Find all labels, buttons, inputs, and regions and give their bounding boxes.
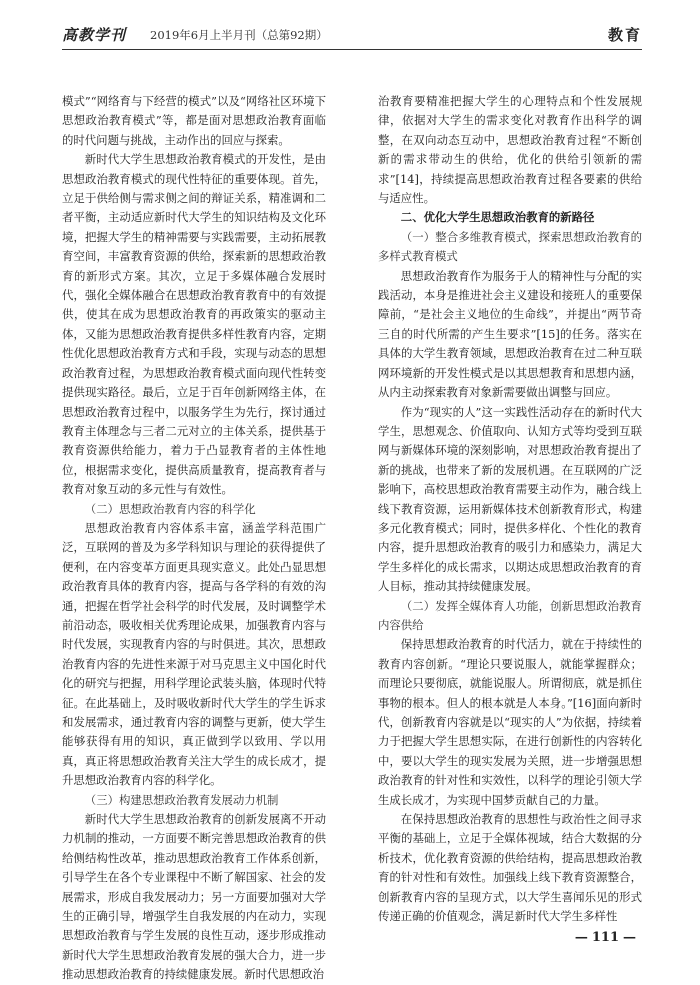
paragraph: 保持思想政治教育的时代活力，就在于持续性的教育内容创新。“理论只要说服人，就能掌握群众；而理论只要彻底，就能说服人。所谓彻底，就是抓住事物的根本。但人的根本就是人本身。”[16]面向新时代，创新教育内容就是以“现实的人”为依据，持续着力于把握大学生思想实际，在进行创新性的内容转化中，要以大学生的现实发展为关照，进一步增强思想政治教育的针对性和实效性，以科学的理论引领大学生成长成才，为实现中国梦贡献自己的力量。 <box>378 637 642 807</box>
paragraph: 在保持思想政治教育的思想性与政治性之间寻求平衡的基础上，立足于全媒体视域，结合大数据的分析技术，优化教育资源的供给结构，提高思想政治教育的针对性和有效性。加强线上线下教育资源整合，创新教育内容的呈现方式，以大学生喜闻乐见的形式传递正确的价值观念，满足新时代大学生多样性 <box>378 812 642 924</box>
page-number: — 111 — <box>571 930 640 945</box>
right-column <box>378 92 642 926</box>
section-label: 教育 <box>607 26 642 44</box>
section-heading: （二）发挥全媒体育人功能，创新思想政治教育内容供给 <box>378 598 642 632</box>
issue-info: 2019年6月上半月刊（总第92期） <box>150 28 328 42</box>
journal-title: 高教学刊 <box>62 26 127 44</box>
paragraph: 新时代大学生思想政治教育的创新发展离不开动力机制的推动，一方面要不断完善思想政治教育的供给侧结构性改革，推动思想政治教育工作体系创新，引导学生在各个专业课程中不断了解国家、社会的发展需求，形成自我发展动力；另一方面要加强对大学生的正确引导，增强学生自我发展的内在动力，实现思想政治教育与学生发展的良性互动，逐步形成推动新时代大学生思想政治教育发展的强大合力，进一步推动思想政治教育的持续健康发展。新时代思想政治 <box>62 812 326 982</box>
paragraph: 治教育要精准把握大学生的心理特点和个性发展规律，依据对大学生的需求变化对教育作出科学的调整，在双向动态互动中，思想政治教育过程“不断创新的需求带动生的供给，优化的供给引领新的需求”[14]，持续提高思想政治教育过程各要素的供给与适应性。 <box>378 94 642 206</box>
section-heading: （一）整合多维教育模式，探索思想政治教育的多样式教育模式 <box>378 229 642 264</box>
paragraph: 思想政治教育作为服务于人的精神性与分配的实践活动，本身是推进社会主义建设和接班人的重要保障前，“是社会主义地位的生命线”，并提出“两节奇三自的时代所需的产生生要求”[15]的任务。落实在具体的大学生教育领域，思想政治教育在过二种互联网环境新的开发性模式是以其思想教育和思想内涵，从内主动探索教育对象新需要做出调整与回应。 <box>378 268 642 400</box>
paragraph: 模式”“网络育与下经营的模式”以及“网络社区环境下思想政治教育模式”等，都是面对思想政治教育面临的时代问题与挑战，主动作出的回应与探索。 <box>62 94 326 147</box>
section-heading: （三）构建思想政治教育发展动力机制 <box>84 792 279 807</box>
left-column <box>62 92 326 985</box>
paragraph: 思想政治教育内容体系丰富，涵盖学科范围广泛，互联网的普及为多学科知识与理论的获得提供了便利，在内容变革方面更具现实意义。此处凸显思想政治教育具体的教育内容，提高与各学科的有效的沟通，把握在哲学社会科学的时代发展，及时调整学术前沿动态，吸收相关优秀理论成果，加强教育内容与时代发展，实现教育内容的与时俱进。其次，思想政治教育内容的先进性来源于对马克思主义中国化时代化的研究与把握，用科学理论武装头脑，体现时代特征。在此基础上，及时吸收新时代大学生的学生诉求和发展需求，通过教育内容的调整与更新，使大学生能够获得有用的知识，真正做到学以致用、学以用真，真正将思想政治教育关注大学生的成长成才，提升思想政治教育内容的科学化。 <box>62 520 326 788</box>
section-heading: 二、优化大学生思想政治教育的新路径 <box>400 210 595 225</box>
section-heading: （二）思想政治教育内容的科学化 <box>84 501 256 516</box>
page-header <box>62 10 642 50</box>
paragraph: 作为“现实的人”这一实践性活动存在的新时代大学生，思想观念、价值取向、认知方式等均受到互联网与新媒体环境的深刻影响，对思想政治教育提出了新的挑战，也带来了新的发展机遇。在互联网的广泛影响下，高校思想政治教育需要主动作为，融合线上线下教育资源，运用新媒体技术创新教育形式，构建多元化教育模式；同时，提供多样化、个性化的教育内容，提升思想政治教育的吸引力和感染力，满足大学生多样化的成长需求，以期达成思想政治教育的育人目标，推动其持续健康发展。 <box>378 404 642 594</box>
paragraph: 新时代大学生思想政治教育模式的开发性，是由思想政治教育模式的现代性特征的重要体现。首先，立足于供给侧与需求侧之间的辩证关系，精准调和二者平衡，主动适应新时代大学生的知识结构及文化环境，把握大学生的精神需要与实践需要，主动拓展教育空间，丰富教育资源的供给，探索新的思想政治教育的新形式方案。其次，立足于多媒体融合发展时代，强化全媒体融合在思想政治教育教育中的有效提供，使其在成为思想政治教育的再政策实的驱动主体，又能为思想政治教育提供多样性教育内容，定期性优化思想政治教育方式和手段，实现与动态的思想政治教育过程，为思想政治教育模式面向现代性转变提供现实路径。最后，立足于百年创新网络主体，在思想政治教育过程中，以服务学生为先行，探讨通过教育主体理念与三者二元对立的主体关系，提供基于教育资源供给能力，着力于凸显教育者的主体性地位，根据需求变化，提供高质量教育，提高教育者与教育对象互动的多元性与有效性。 <box>62 152 326 497</box>
